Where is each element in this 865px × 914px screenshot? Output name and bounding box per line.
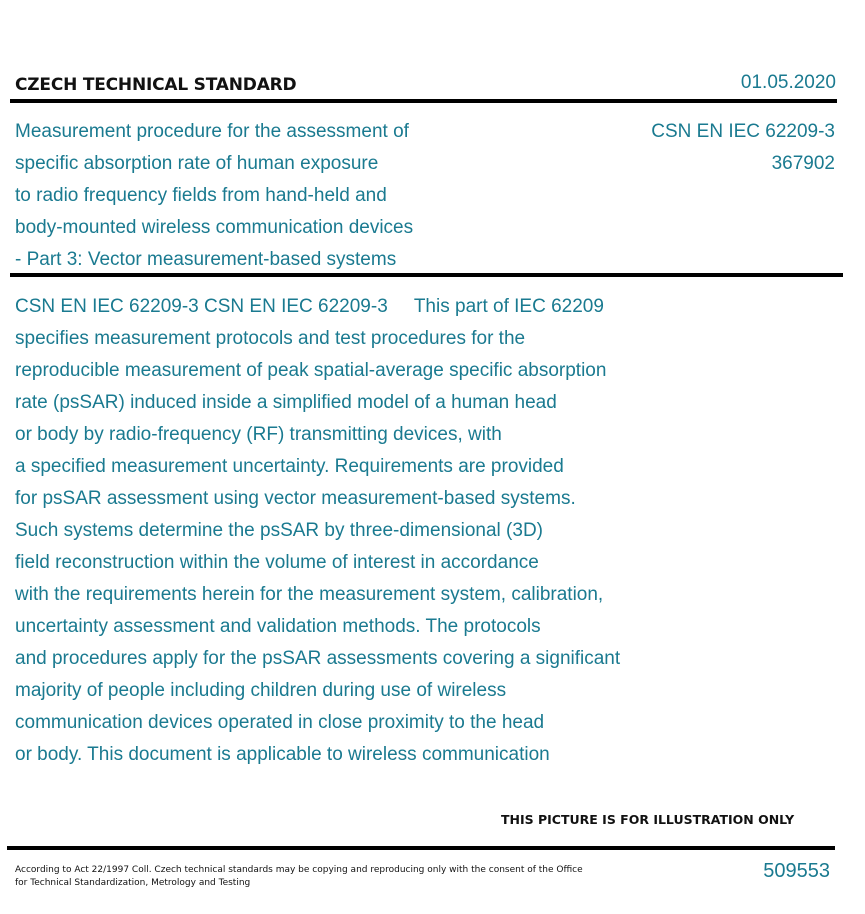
header-divider: [10, 99, 837, 103]
title-divider: [10, 273, 843, 277]
abstract-line: and procedures apply for the psSAR assessments covering a significant: [15, 648, 621, 669]
title-line: specific absorption rate of human exposure: [15, 153, 379, 174]
abstract-line: a specified measurement uncertainty. Requirements are provided: [15, 456, 564, 477]
abstract-line: reproducible measurement of peak spatial-average specific absorption: [15, 360, 607, 381]
abstract-line: uncertainty assessment and validation methods. The protocols: [15, 616, 541, 637]
abstract-text: [15, 291, 620, 771]
abstract-line: or body by radio-frequency (RF) transmitting devices, with: [15, 424, 502, 445]
abstract-line: specifies measurement protocols and test procedures for the: [15, 328, 526, 349]
legal-notice: [15, 864, 595, 890]
legal-line: for Technical Standardization, Metrology and Testing: [15, 878, 251, 888]
title-line: Measurement procedure for the assessment of: [15, 121, 409, 142]
abstract-line: for psSAR assessment using vector measurement-based systems.: [15, 488, 576, 509]
title-line: body-mounted wireless communication devices: [15, 217, 414, 238]
standard-codes: [651, 116, 835, 180]
abstract-line: communication devices operated in close proximity to the head: [15, 712, 545, 733]
abstract-line: rate (psSAR) induced inside a simplified model of a human head: [15, 392, 557, 413]
abstract-line: CSN EN IEC 62209-3 CSN EN IEC 62209-3 This part of IEC 62209: [15, 296, 604, 317]
publication-date: 01.05.2020: [740, 72, 836, 93]
standard-type-label: CZECH TECHNICAL STANDARD: [15, 75, 297, 95]
abstract-line: field reconstruction within the volume of interest in accordance: [15, 552, 539, 573]
title-line: - Part 3: Vector measurement-based systems: [15, 249, 397, 270]
abstract-line: Such systems determine the psSAR by three-dimensional (3D): [15, 520, 544, 541]
standard-id: CSN EN IEC 62209-3: [651, 121, 835, 142]
class-code: 367902: [771, 153, 835, 174]
abstract-line: with the requirements herein for the measurement system, calibration,: [15, 584, 604, 605]
abstract-line: majority of people including children during use of wireless: [15, 680, 507, 701]
abstract-line: or body. This document is applicable to wireless communication: [15, 744, 550, 765]
title-line: to radio frequency fields from hand-held and: [15, 185, 387, 206]
document-number: 509553: [763, 860, 830, 882]
illustration-disclaimer: THIS PICTURE IS FOR ILLUSTRATION ONLY: [501, 812, 795, 827]
footer-divider: [7, 846, 835, 850]
legal-line: According to Act 22/1997 Coll. Czech technical standards may be copying and reproducing only with the consent of the Office: [15, 865, 583, 875]
document-title: [15, 116, 413, 276]
